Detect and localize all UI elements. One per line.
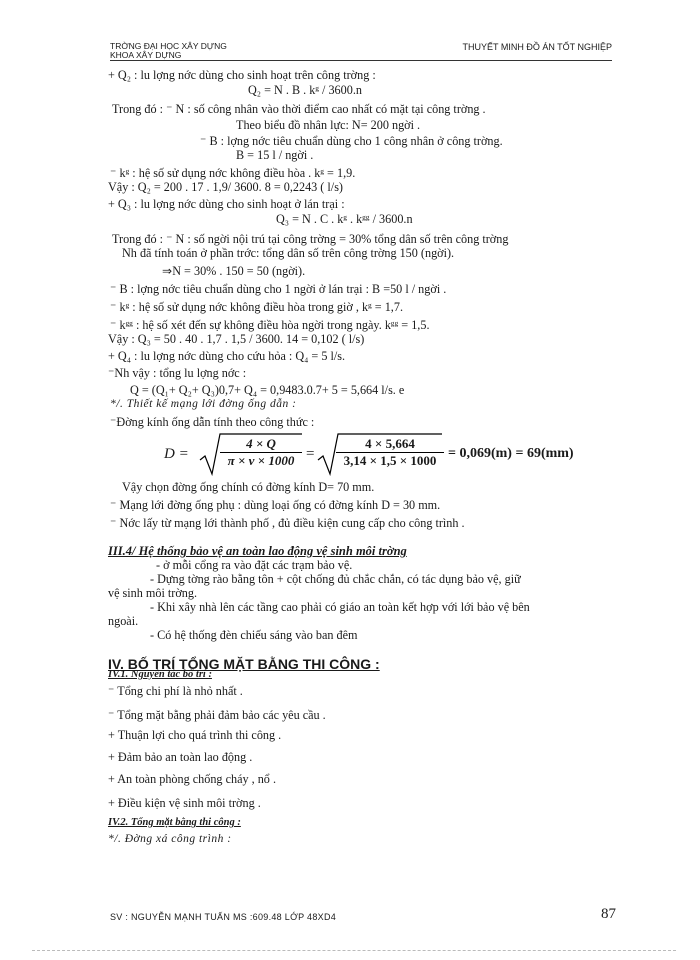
page-header [110,42,612,62]
text-line: Trong đó : ⁻ N : số ngời nội trú tại công trờng = 30% tổng dân số trên công trờng [112,232,509,246]
list-item: + An toàn phòng chống cháy , nổ . [108,772,276,786]
list-item: + Đảm bảo an toàn lao động . [108,750,253,764]
student-info: SV : NGUYỄN MẠNH TUẤN MS :609.48 LỚP 48XD4 [110,912,337,922]
text-line: ⁻ kᵍᵍ : hệ số xét đến sự không điều hòa ngời trong ngày. kᵍᵍ = 1,5. [110,318,430,332]
page-number: 87 [601,906,616,922]
text-line: B = 15 l / ngời . [236,148,314,162]
list-item: + Điều kiện vệ sinh môi trờng . [108,796,261,810]
text-line: ⁻Đờng kính ống dẫn tính theo công thức : [110,415,315,429]
fraction-1-numerator: 4 × Q [220,436,302,453]
list-item: ⁻ Tổng mặt bằng phải đảm bảo các yêu cầu . [108,708,326,722]
text-line: ⁻ B : lợng nớc tiêu chuẩn dùng cho 1 ngời ở lán trại : B =50 l / ngời . [110,282,447,296]
fraction-2 [336,436,444,469]
header-faculty: KHOA XÂY DỰNG [110,50,182,60]
text-line: Trong đó : ⁻ N : số công nhân vào thời điểm cao nhất có mặt tại công trờng . [112,102,486,116]
text-line: Q = (Q₁+ Q₂+ Q₃)0,7+ Q₄ = 0,9483.0.7+ 5 = 5,664 l/s. e [130,383,405,397]
subsection-heading: */. Thiết kế mạng lới đờng ống dẫn : [110,398,297,410]
text-line: - Có hệ thống đèn chiếu sáng vào ban đêm [150,628,358,642]
fraction-2-numerator: 4 × 5,664 [336,436,444,453]
subsection-heading-iv2: IV.2. Tổng mặt bằng thi công : [108,817,241,828]
header-rule [110,60,612,61]
school-name [110,42,227,60]
text-line: + Q₂ : lu lợng nớc dùng cho sinh hoạt trên công trờng : [108,68,376,82]
text-line: ⁻ Mạng lới đờng ống phụ : dùng loại ống có đờng kính D = 30 mm. [110,498,441,512]
header-school: TRỜNG ĐẠI HỌC XÂY DỰNG [110,41,227,51]
text-line: Q₃ = N . C . kᵍ . kᵍᵍ / 3600.n [276,212,413,226]
text-line: - Dựng tờng rào bằng tôn + cột chống đủ chắc chắn, có tác dụng bảo vệ, giữ [150,572,521,586]
fraction-1 [220,436,302,469]
subsection-heading-roads: */. Đờng xá công trình : [108,833,232,845]
text-line: - Khi xây nhà lên các tầng cao phải có giáo an toàn kết hợp với lới bảo vệ bên [150,600,530,614]
list-item: + Thuận lợi cho quá trình thi công . [108,728,282,742]
page-footer [110,906,616,928]
bottom-divider [32,950,676,951]
text-line: vệ sinh môi trờng. [108,586,198,600]
section-heading-iv: IV. BỐ TRÍ TỔNG MẶT BẰNG THI CÔNG : [108,656,380,672]
text-line: ⁻ Nớc lấy từ mạng lới thành phố , đủ điều kiện cung cấp cho công trình . [110,516,465,530]
text-line: Q₂ = N . B . kᵍ / 3600.n [248,83,362,97]
text-line: Vậy chọn đờng ống chính có đờng kính D= 70 mm. [122,480,375,494]
text-line: Vậy : Q₂ = 200 . 17 . 1,9/ 3600. 8 = 0,2243 ( l/s) [108,180,343,194]
subsection-heading-iv1: IV.1. Nguyên tắc bố trí : [108,669,212,680]
text-line: Vậy : Q₃ = 50 . 40 . 1,7 . 1,5 / 3600. 14 = 0,102 ( l/s) [108,332,365,346]
text-line: + Q₃ : lu lợng nớc dùng cho sinh hoạt ở lán trại : [108,197,345,211]
text-line: ⁻ B : lợng nớc tiêu chuẩn dùng cho 1 công nhân ở công trờng. [200,134,503,148]
text-line: ⇒N = 30% . 150 = 50 (ngời). [162,264,306,278]
text-line: ⁻Nh vậy : tổng lu lợng nớc : [108,366,247,380]
section-heading-iii4: III.4/ Hệ thống bảo vệ an toàn lao động vệ sinh môi trờng [108,544,407,558]
fraction-2-denominator: 3,14 × 1,5 × 1000 [343,453,437,468]
text-line: - ở mỗi cổng ra vào đặt các trạm bảo vệ. [156,558,353,572]
text-line: ⁻ kᵍ : hệ số sử dụng nớc không điều hòa trong giờ , kᵍ = 1,7. [110,300,403,314]
document-title: THUYẾT MINH ĐỒ ÁN TỐT NGHIỆP [462,42,612,52]
fraction-1-denominator: π × v × 1000 [227,453,295,468]
text-line: Nh đã tính toán ở phần trớc: tổng dân số trên công trờng 150 (ngời). [122,246,455,260]
text-line: Theo biểu đồ nhân lực: N= 200 ngời . [236,118,421,132]
formula-lhs: D = [164,446,189,462]
text-line: ngoài. [108,614,139,628]
text-line: ⁻ kᵍ : hệ số sử dụng nớc không điều hòa . kᵍ = 1,9. [110,166,356,180]
pipe-diameter-formula [164,432,604,476]
text-line: + Q₄ : lu lợng nớc dùng cho cứu hỏa : Q₄ = 5 l/s. [108,349,346,363]
formula-result: = 0,069(m) = 69(mm) [448,446,574,461]
formula-equals: = [306,446,315,462]
list-item: ⁻ Tổng chi phí là nhỏ nhất . [108,684,243,698]
